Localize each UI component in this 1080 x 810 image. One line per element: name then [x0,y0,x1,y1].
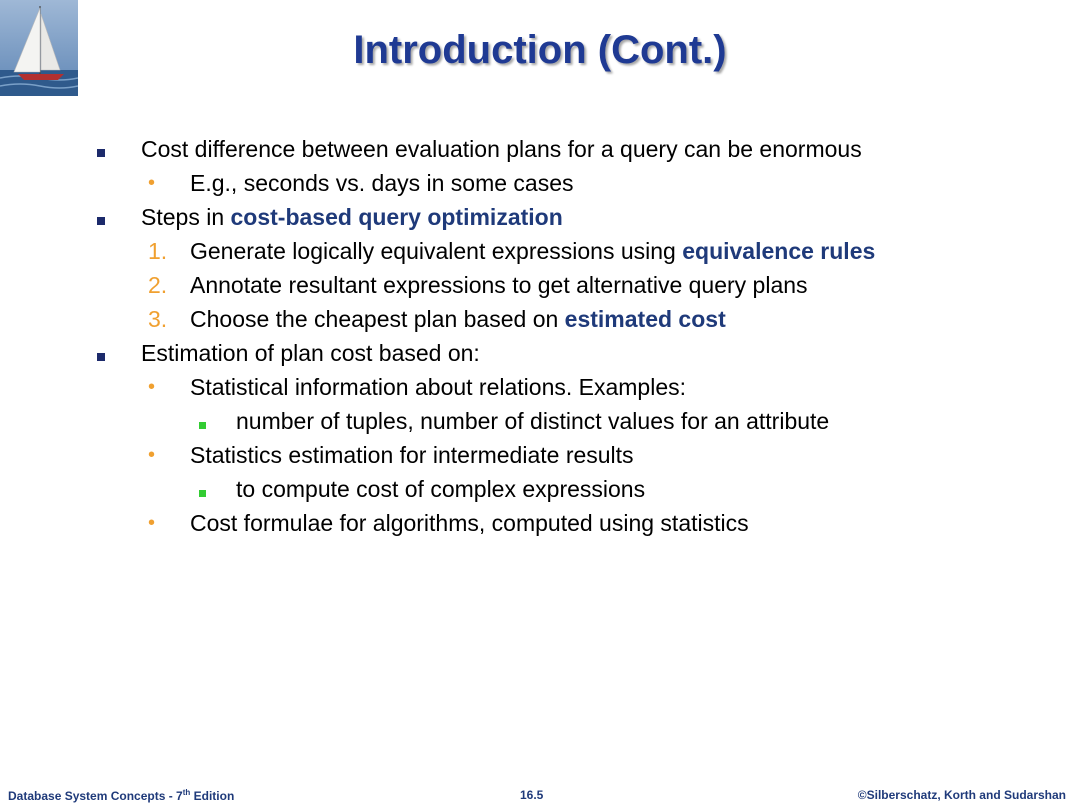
list-item: • Cost formulae for algorithms, computed using statistics [92,506,1052,540]
emphasis-text: equivalence rules [682,238,876,264]
square-bullet-icon [97,336,105,370]
list-number: 2. [148,272,168,298]
footer-copyright: ©Silberschatz, Korth and Sudarshan [857,788,1066,802]
list-item: • Statistics estimation for intermediate results [92,438,1052,472]
list-item: Estimation of plan cost based on: [92,336,1052,370]
list-item: 3. Choose the cheapest plan based on estimated cost [92,302,1052,336]
footer-book-title: Database System Concepts - 7th Edition [8,788,235,803]
green-square-bullet-icon [199,404,206,438]
dot-bullet-icon: • [148,172,156,194]
list-item: 2. Annotate resultant expressions to get alternative query plans [92,268,1052,302]
square-bullet-icon [97,200,105,234]
list-number: 3. [148,306,168,332]
list-item: number of tuples, number of distinct values for an attribute [92,404,1052,438]
dot-bullet-icon: • [148,512,156,534]
green-square-bullet-icon [199,472,206,506]
emphasis-text: estimated cost [564,306,726,332]
list-number: 1. [148,238,168,264]
list-item: 1. Generate logically equivalent expressions using equivalence rules [92,234,1052,268]
dot-bullet-icon: • [148,376,156,398]
dot-bullet-icon: • [148,444,156,466]
list-item: Cost difference between evaluation plans for a query can be enormous [92,132,1052,166]
list-item: • Statistical information about relations. Examples: [92,370,1052,404]
slide-title: Introduction (Cont.) [353,28,727,72]
list-item: • E.g., seconds vs. days in some cases [92,166,1052,200]
footer-slide-number: 16.5 [520,788,544,802]
list-item: Steps in cost-based query optimization [92,200,1052,234]
bullet-list [92,132,1052,540]
square-bullet-icon [97,132,105,166]
emphasis-text: cost-based query optimization [230,204,563,230]
list-item: to compute cost of complex expressions [92,472,1052,506]
